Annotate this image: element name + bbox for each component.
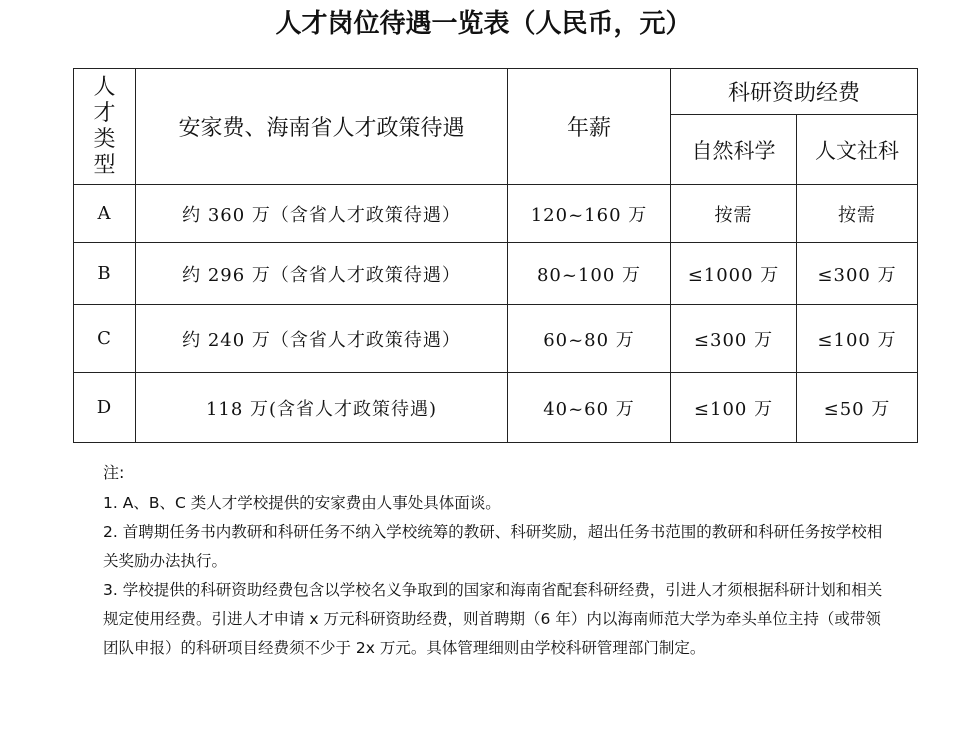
cell-housing: 118 万(含省人才政策待遇)	[136, 373, 508, 443]
cell-natural-science: 按需	[671, 185, 797, 243]
cell-natural-science: ≤300 万	[671, 305, 797, 373]
salary-table	[73, 68, 918, 443]
table-row	[74, 305, 918, 373]
cell-type: B	[74, 243, 136, 305]
table-row	[74, 373, 918, 443]
table-row	[74, 243, 918, 305]
header-salary: 年薪	[508, 69, 671, 185]
header-talent-type-char: 型	[93, 152, 116, 178]
cell-natural-science: ≤1000 万	[671, 243, 797, 305]
table-header-row	[74, 69, 918, 115]
note-item: 2. 首聘期任务书内教研和科研任务不纳入学校统筹的教研、科研奖励，超出任务书范围的教研和科研任务按学校相关奖励办法执行。	[103, 523, 883, 570]
cell-salary: 40~60 万	[508, 373, 671, 443]
note-item: 1. A、B、C 类人才学校提供的安家费由人事处具体面谈。	[103, 494, 501, 512]
cell-salary: 80~100 万	[508, 243, 671, 305]
cell-housing: 约 360 万（含省人才政策待遇）	[136, 185, 508, 243]
header-natural-science: 自然科学	[671, 115, 797, 185]
notes-section	[103, 458, 893, 663]
cell-humanities: ≤50 万	[797, 373, 918, 443]
cell-type: C	[74, 305, 136, 373]
header-humanities: 人文社科	[797, 115, 918, 185]
cell-housing: 约 296 万（含省人才政策待遇）	[136, 243, 508, 305]
cell-type: A	[74, 185, 136, 243]
cell-salary: 120~160 万	[508, 185, 671, 243]
cell-natural-science: ≤100 万	[671, 373, 797, 443]
cell-salary: 60~80 万	[508, 305, 671, 373]
header-housing: 安家费、海南省人才政策待遇	[136, 69, 508, 185]
cell-type: D	[74, 373, 136, 443]
note-item: 3. 学校提供的科研资助经费包含以学校名义争取到的国家和海南省配套科研经费，引进人才须根据科研计划和相关规定使用经费。引进人才申请 x 万元科研资助经费，则首聘期（6 年）内以海南师范大学为牵头单位主持（或带领团队申报）的科研项目经费须不少于 2x 万元。具体管理细则由学校科研管理部门制定。	[103, 581, 883, 657]
header-research-funding: 科研资助经费	[671, 69, 918, 115]
notes-heading: 注:	[103, 463, 125, 482]
cell-humanities: 按需	[797, 185, 918, 243]
header-talent-type-char: 才	[93, 100, 116, 126]
cell-humanities: ≤100 万	[797, 305, 918, 373]
header-talent-type-char: 类	[93, 126, 116, 152]
table-row	[74, 185, 918, 243]
page-title: 人才岗位待遇一览表（人民币，元）	[275, 9, 692, 39]
cell-humanities: ≤300 万	[797, 243, 918, 305]
header-talent-type	[74, 69, 136, 185]
cell-housing: 约 240 万（含省人才政策待遇）	[136, 305, 508, 373]
header-talent-type-char: 人	[93, 74, 116, 100]
